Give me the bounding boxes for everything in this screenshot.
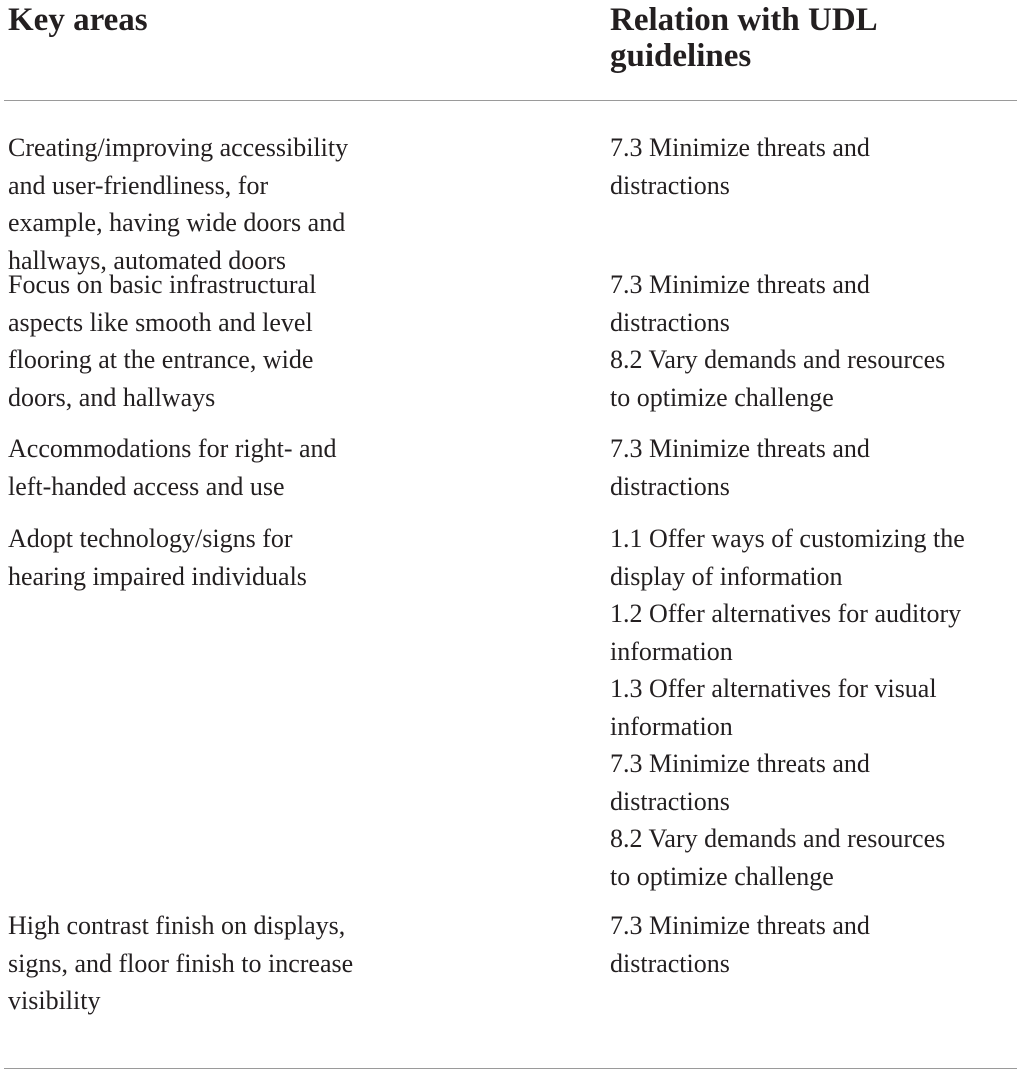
- key-area-line: Accommodations for right- and: [8, 434, 337, 463]
- table-row: [4, 904, 1017, 1034]
- key-area-line: Adopt technology/signs for: [8, 524, 293, 553]
- key-area-line: flooring at the entrance, wide: [8, 345, 314, 374]
- key-area-line: hearing impaired individuals: [8, 561, 307, 591]
- key-area-line: signs, and floor finish to increase: [8, 948, 354, 978]
- relation-cell: [610, 907, 1015, 1034]
- relation-cell: [610, 430, 1015, 517]
- relation-line: to optimize challenge: [610, 382, 834, 412]
- relation-cell: [610, 129, 1015, 263]
- key-area-line: High contrast finish on displays,: [8, 911, 346, 940]
- relation-line: 7.3 Minimize threats and: [610, 749, 870, 778]
- key-area-line: Creating/improving accessibility: [8, 133, 349, 162]
- key-area-cell: [4, 907, 610, 1034]
- header-key-areas: [4, 0, 610, 100]
- table-header-row: [4, 0, 1017, 101]
- relation-line: 8.2 Vary demands and resources: [610, 345, 946, 374]
- table-row: [4, 517, 1017, 904]
- udl-table: [4, 0, 1017, 1034]
- relation-line: display of information: [610, 561, 843, 591]
- header-relation-line-1: Relation with UDL: [610, 2, 878, 38]
- key-area-line: hallways, automated doors: [8, 245, 286, 275]
- key-area-line: example, having wide doors and: [8, 208, 346, 237]
- relation-line: 7.3 Minimize threats and: [610, 911, 870, 940]
- relation-line: 1.2 Offer alternatives for auditory: [610, 599, 962, 628]
- header-relation-udl: [610, 0, 1015, 100]
- table-row: [4, 101, 1017, 275]
- table-bottom-rule: [4, 1068, 1017, 1069]
- relation-line: 8.2 Vary demands and resources: [610, 824, 946, 853]
- key-area-line: and user-friendliness, for: [8, 170, 269, 200]
- relation-line: distractions: [610, 471, 730, 501]
- relation-line: distractions: [610, 948, 730, 978]
- key-area-line: left-handed access and use: [8, 471, 285, 501]
- relation-line: information: [610, 636, 733, 666]
- key-area-line: doors, and hallways: [8, 382, 216, 412]
- key-area-line: Focus on basic infrastructural: [8, 270, 317, 299]
- key-area-cell: [4, 520, 610, 904]
- relation-line: distractions: [610, 786, 730, 816]
- relation-line: distractions: [610, 307, 730, 337]
- relation-line: 7.3 Minimize threats and: [610, 434, 870, 463]
- key-area-cell: [4, 266, 610, 427]
- key-area-cell: [4, 129, 610, 275]
- key-area-line: aspects like smooth and level: [8, 307, 313, 337]
- relation-line: 1.3 Offer alternatives for visual: [610, 674, 937, 703]
- relation-line: 7.3 Minimize threats and: [610, 133, 870, 162]
- relation-line: 7.3 Minimize threats and: [610, 270, 870, 299]
- header-key-areas-text: Key areas: [8, 2, 148, 38]
- relation-cell: [610, 266, 1015, 427]
- key-area-cell: [4, 430, 610, 517]
- relation-line: distractions: [610, 170, 730, 200]
- relation-line: information: [610, 711, 733, 741]
- header-relation-line-2: guidelines: [610, 38, 752, 74]
- table-row: [4, 263, 1017, 427]
- table-row: [4, 427, 1017, 517]
- relation-line: to optimize challenge: [610, 861, 834, 891]
- key-area-line: visibility: [8, 986, 101, 1015]
- relation-line: 1.1 Offer ways of customizing the: [610, 524, 965, 553]
- relation-cell: [610, 520, 1015, 904]
